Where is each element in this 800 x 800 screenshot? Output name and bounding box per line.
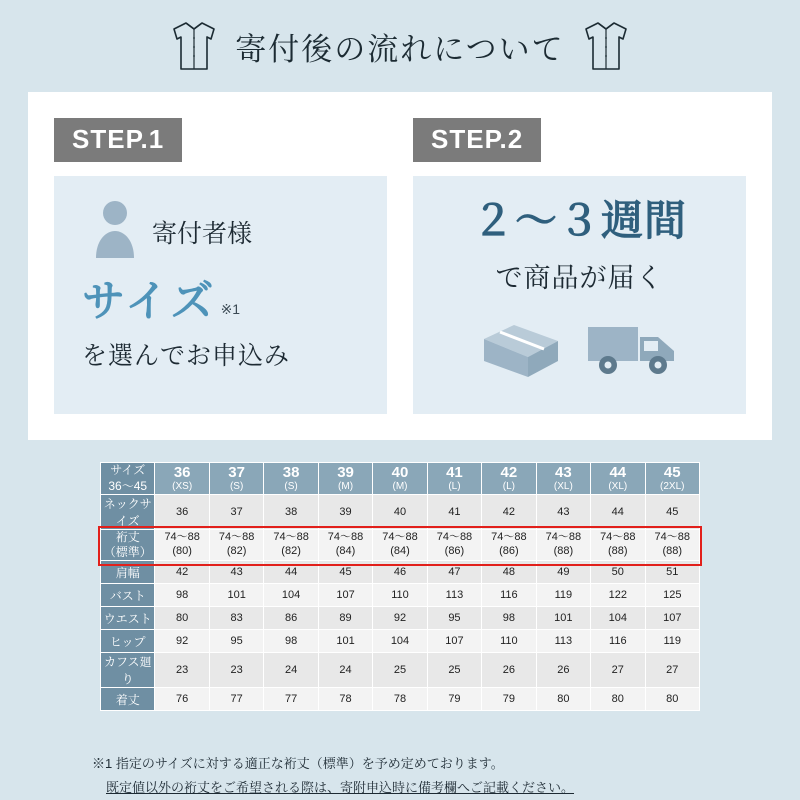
cell-sleeve: 74〜88 (86) [482,530,536,561]
cell: 83 [209,607,263,630]
cell: 46 [373,561,427,584]
package-box-icon [478,315,564,386]
column-header [264,463,318,495]
cell: 51 [645,561,699,584]
cell-sleeve: 74〜88 (88) [536,530,590,561]
column-size-alpha: (XS) [172,481,193,493]
cell: 45 [318,561,372,584]
cell: 80 [591,688,645,711]
cell: 23 [155,653,209,688]
cell: 107 [318,584,372,607]
row-label: ネックサイズ [101,495,155,530]
cell: 104 [373,630,427,653]
cell: 116 [591,630,645,653]
cell: 24 [318,653,372,688]
column-size-alpha: (S) [284,481,298,493]
cell: 80 [536,688,590,711]
cell: 92 [155,630,209,653]
cell-sleeve: 74〜88 (82) [264,530,318,561]
shirt-icon [583,20,629,72]
size-note-mark: ※1 [220,301,241,317]
cell: 122 [591,584,645,607]
step-2-subtext: で商品が届く [495,263,664,294]
cell: 77 [264,688,318,711]
cell: 42 [482,495,536,530]
column-header [482,463,536,495]
cell: 104 [591,607,645,630]
column-size: 41 [446,464,463,482]
table-row-highlighted [101,530,700,561]
table-row [101,495,700,530]
column-size: 39 [337,464,354,482]
header [0,0,800,92]
cell-sleeve: 74〜88 (84) [318,530,372,561]
size-headline: サイズ [82,278,217,326]
row-label-line-1: 裄丈 [115,530,140,545]
column-header [645,463,699,495]
footnote-line-1: ※1 指定のサイズに対する適正な裄丈（標準）を予め定めております。 [92,756,504,771]
cell: 41 [427,495,481,530]
column-size: 38 [282,464,300,482]
cell: 113 [427,584,481,607]
cell: 119 [645,630,699,653]
cell: 79 [427,688,481,711]
delivery-icons [433,313,726,386]
cell: 107 [427,630,481,653]
cell: 27 [645,653,699,688]
row-label: ウエスト [101,607,155,630]
column-header [536,463,590,495]
cell-sleeve: 74〜88 (84) [373,530,427,561]
cell: 125 [645,584,699,607]
row-label: 着丈 [101,688,155,711]
cell-sleeve: 74〜88 (88) [645,530,699,561]
step-1 [54,118,387,414]
row-label: バスト [101,584,155,607]
column-size: 42 [500,464,518,482]
row-label-sleeve [101,530,155,561]
column-size-alpha: (XL) [608,481,628,493]
column-size-alpha: (S) [229,481,244,493]
footnote [92,752,732,800]
column-header [318,463,372,495]
size-headline-row [82,278,367,326]
page-title: 寄付後の流れについて [235,31,565,67]
cell: 40 [373,495,427,530]
footnote-line-2: 既定値以外の裄丈をご希望される際は、寄附申込時に備考欄へご記載ください。 [106,780,575,796]
column-size: 44 [609,464,627,482]
column-size-alpha: (2XL) [660,481,685,493]
cell: 23 [209,653,263,688]
cell: 37 [209,495,263,530]
column-size-alpha: (L) [448,481,461,493]
cell: 116 [482,584,536,607]
column-header [427,463,481,495]
cell: 107 [645,607,699,630]
steps-panel [28,92,772,440]
column-size: 45 [663,464,681,482]
step-2-body [413,176,746,414]
cell-sleeve: 74〜88 (82) [209,530,263,561]
cell: 43 [536,495,590,530]
cell: 44 [264,561,318,584]
cell: 77 [209,688,263,711]
column-size-alpha: (M) [338,481,354,493]
cell: 50 [591,561,645,584]
size-table-wrapper [100,462,700,711]
cell-sleeve: 74〜88 (86) [427,530,481,561]
cell: 89 [318,607,372,630]
cell: 80 [645,688,699,711]
cell: 39 [318,495,372,530]
step-2 [413,118,746,414]
column-header [373,463,427,495]
step-1-subtext: を選んでお申込み [82,342,291,370]
table-row [101,607,700,630]
table-row [101,561,700,584]
cell: 101 [209,584,263,607]
step-1-badge: STEP.1 [54,118,182,162]
table-row [101,584,700,607]
cell: 26 [536,653,590,688]
column-header [209,463,263,495]
cell: 119 [536,584,590,607]
table-row [101,653,700,688]
cell: 95 [209,630,263,653]
cell: 47 [427,561,481,584]
cell: 101 [536,607,590,630]
row-label: 肩幅 [101,561,155,584]
cell: 44 [591,495,645,530]
column-size-alpha: (L) [502,481,516,493]
column-size-alpha: (M) [392,481,408,493]
cell: 48 [482,561,536,584]
cell: 24 [264,653,318,688]
shirt-icon [171,20,217,72]
table-row [101,630,700,653]
cell: 49 [536,561,590,584]
corner-line-2: 36〜45 [108,478,148,493]
size-table [100,462,700,711]
donor-row [92,198,367,265]
column-header [591,463,645,495]
truck-icon [586,313,682,386]
table-corner-cell [101,463,155,495]
cell: 25 [427,653,481,688]
person-icon [92,198,138,265]
cell: 98 [482,607,536,630]
column-header [155,463,209,495]
cell: 27 [591,653,645,688]
cell: 43 [209,561,263,584]
cell: 86 [264,607,318,630]
cell: 76 [155,688,209,711]
column-size: 43 [555,464,572,482]
cell: 38 [264,495,318,530]
table-header-row [101,463,700,495]
donor-label: 寄付者様 [152,219,253,248]
cell: 25 [373,653,427,688]
cell: 110 [373,584,427,607]
cell: 80 [155,607,209,630]
cell: 79 [482,688,536,711]
step-1-body [54,176,387,414]
cell: 98 [155,584,209,607]
cell-sleeve: 74〜88 (88) [591,530,645,561]
cell: 26 [482,653,536,688]
cell: 78 [373,688,427,711]
corner-line-1: サイズ [110,463,146,477]
row-label-line-2: （標準） [103,545,152,560]
table-row [101,688,700,711]
cell: 42 [155,561,209,584]
column-size: 40 [391,464,409,482]
row-label: ヒップ [101,630,155,653]
steps-row [28,92,772,414]
cell: 36 [155,495,209,530]
column-size: 36 [173,464,191,482]
row-label: カフス廻り [101,653,155,688]
cell-sleeve: 74〜88 (80) [155,530,209,561]
cell: 110 [482,630,536,653]
column-size-alpha: (XL) [553,481,573,493]
step-2-badge: STEP.2 [413,118,541,162]
column-size: 37 [228,464,245,482]
cell: 78 [318,688,372,711]
cell: 104 [264,584,318,607]
cell: 98 [264,630,318,653]
delivery-duration: ２〜３週間 [471,197,687,244]
cell: 45 [645,495,699,530]
cell: 101 [318,630,372,653]
cell: 92 [373,607,427,630]
cell: 95 [427,607,481,630]
cell: 113 [536,630,590,653]
